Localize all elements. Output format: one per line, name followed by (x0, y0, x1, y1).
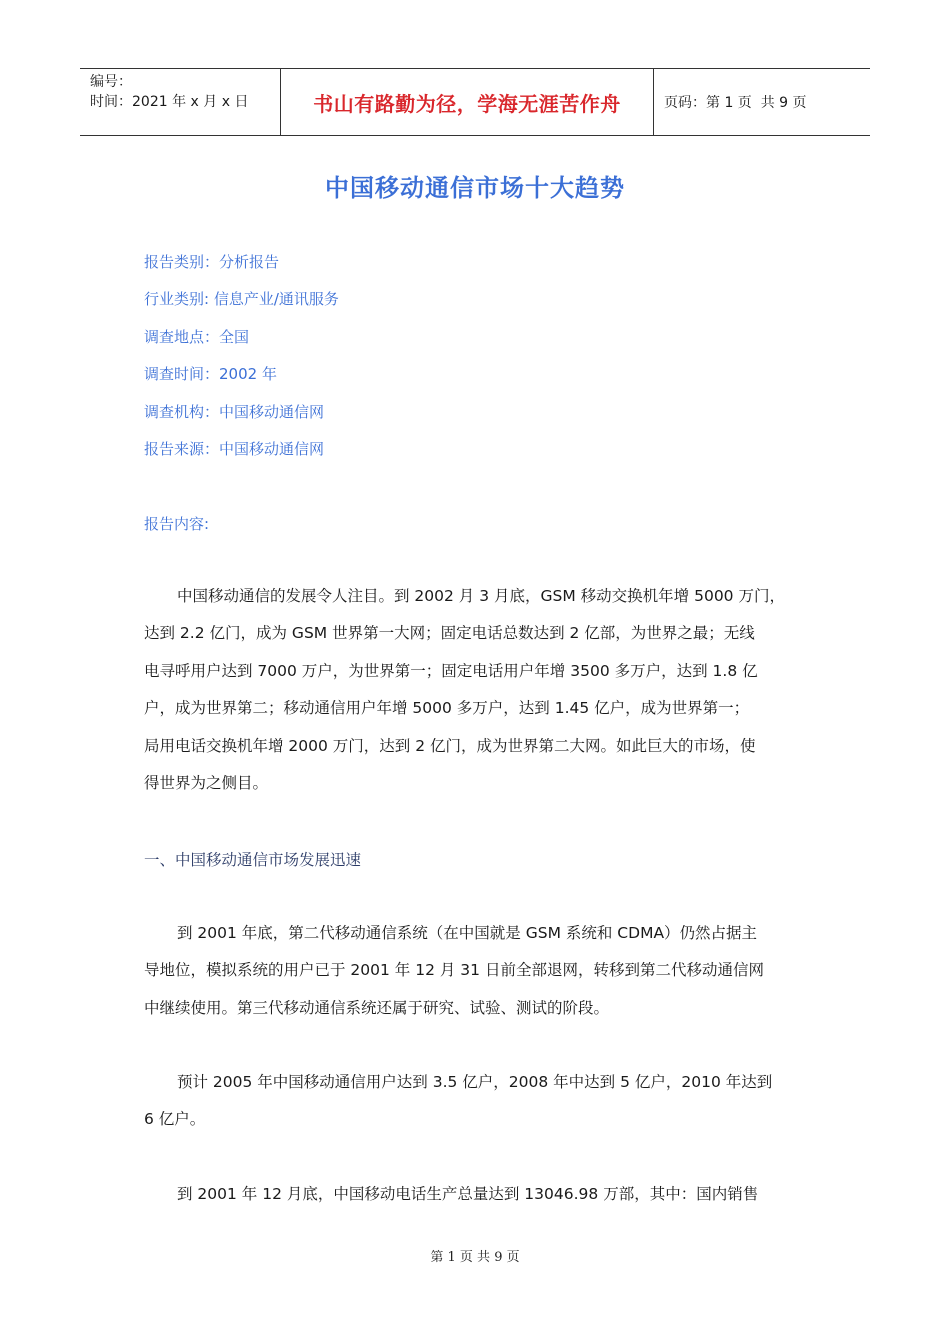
paragraph-line: 导地位，模拟系统的用户已于 2001 年 12 月 31 日前全部退网，转移到第二代移动通信网 (144, 961, 764, 980)
paragraph-forecast (144, 1064, 812, 1139)
section-heading-1: 一、中国移动通信市场发展迅速 (144, 851, 362, 869)
paragraph-second-gen (144, 915, 812, 1027)
report-content-label: 报告内容: (144, 515, 210, 533)
meta-industry-category: 行业类别: 信息产业/通讯服务 (144, 290, 339, 309)
meta-survey-location: 调查地点：全国 (144, 327, 250, 346)
paragraph-line: 到 2001 年 12 月底，中国移动电话生产总量达到 13046.98 万部，其中：国内销售 (177, 1185, 759, 1203)
document-time-label: 时间：2021 年 x 月 x 日 (90, 94, 249, 110)
meta-survey-organization: 调查机构：中国移动通信网 (144, 402, 325, 421)
paragraph-production (144, 1176, 812, 1213)
report-meta (144, 250, 339, 474)
document-number-label: 编号： (90, 74, 132, 90)
paragraph-line: 到 2001 年底，第二代移动通信系统（在中国就是 GSM 系统和 CDMA）仍然占据主 (177, 924, 758, 942)
meta-report-source: 报告来源：中国移动通信网 (144, 439, 325, 458)
meta-report-category: 报告类别：分析报告 (144, 253, 280, 271)
header-meta-cell (80, 69, 281, 135)
page-footer: 第 1 页 共 9 页 (430, 1250, 520, 1265)
paragraph-line: 中继续使用。第三代移动通信系统还属于研究、试验、测试的阶段。 (144, 998, 610, 1017)
paragraph-intro (144, 578, 812, 802)
paragraph-line: 达到 2.2 亿门，成为 GSM 世界第一大网；固定电话总数达到 2 亿部，为世界之最；无线 (144, 624, 755, 643)
paragraph-line: 得世界为之侧目。 (144, 774, 269, 793)
paragraph-line: 局用电话交换机年增 2000 万门，达到 2 亿门，成为世界第二大网。如此巨大的市场，使 (144, 736, 756, 755)
paragraph-line: 6 亿户。 (144, 1110, 206, 1129)
header-motto: 书山有路勤为径，学海无涯苦作舟 (281, 69, 654, 135)
document-title: 中国移动通信市场十大趋势 (325, 174, 625, 202)
header-page-info (654, 69, 870, 135)
paragraph-line: 中国移动通信的发展令人注目。到 2002 月 3 月底，GSM 移动交换机年增 5000 万门， (177, 587, 785, 605)
page-header (80, 68, 870, 136)
paragraph-line: 电寻呼用户达到 7000 万户，为世界第一；固定电话用户年增 3500 多万户，达到 1.8 亿 (144, 661, 758, 680)
paragraph-line: 预计 2005 年中国移动通信用户达到 3.5 亿户，2008 年中达到 5 亿户，2010 年达到 (177, 1073, 773, 1091)
header-page-info-text: 页码：第 1 页 共 9 页 (664, 95, 807, 111)
paragraph-line: 户，成为世界第二；移动通信用户年增 5000 多万户，达到 1.45 亿户，成为世界第一； (144, 699, 750, 718)
meta-survey-time: 调查时间：2002 年 (144, 365, 277, 384)
